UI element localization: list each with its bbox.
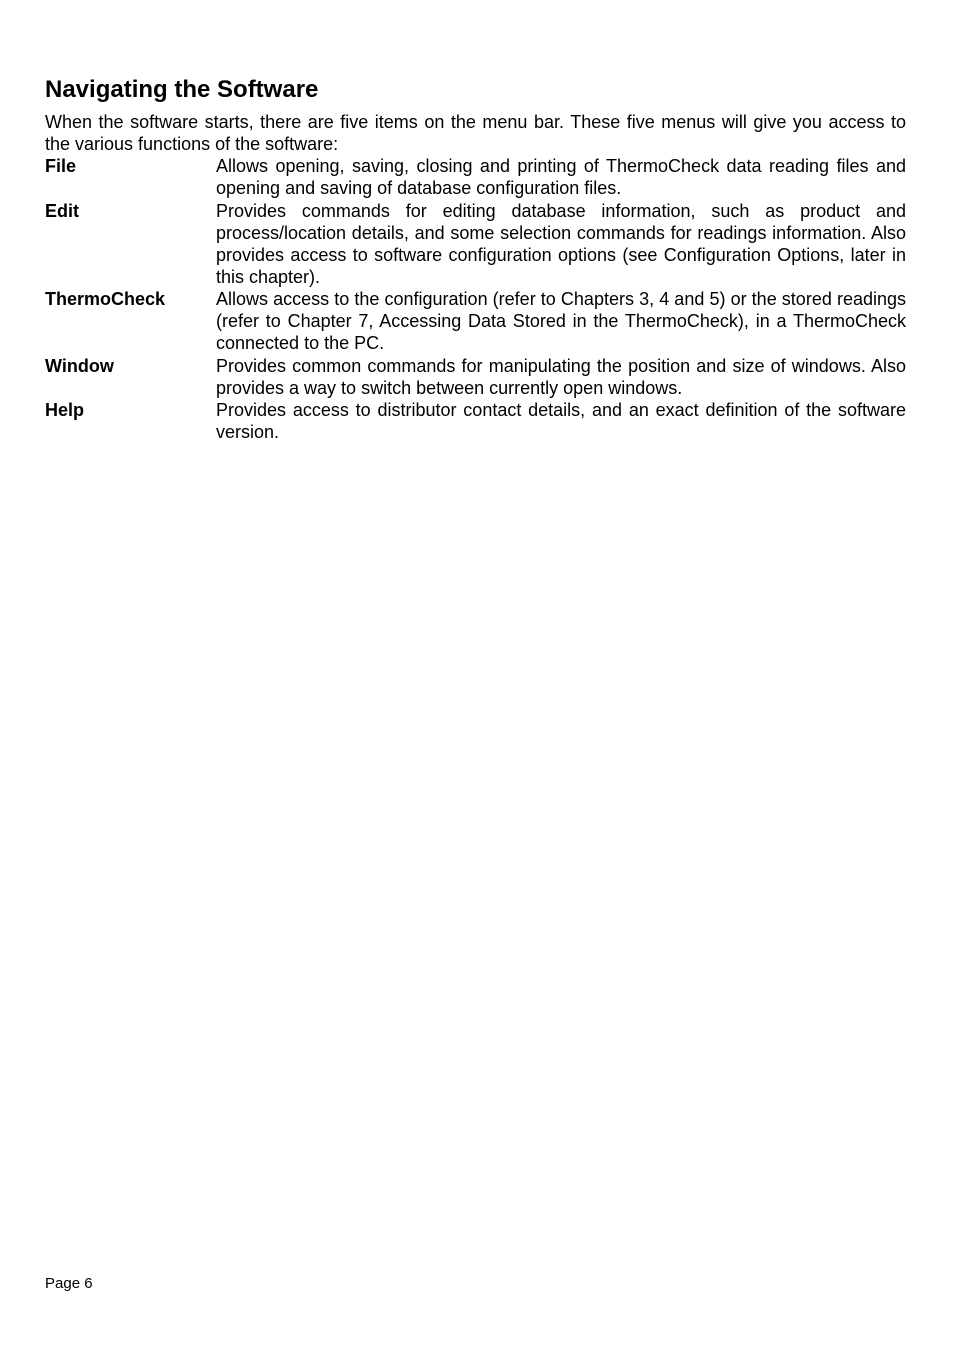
menu-term: ThermoCheck — [45, 289, 166, 309]
page-title: Navigating the Software — [45, 76, 319, 103]
menu-definition-list — [45, 155, 906, 444]
menu-description: Provides commands for editing database information, such as product and process/location details, and some selection commands for readings information. Also provides access to software configuration options (see Configuration Options, later in this chapter). — [216, 200, 906, 287]
menu-entry-window — [45, 355, 906, 399]
menu-term: Help — [45, 400, 85, 420]
menu-term: File — [45, 156, 77, 176]
page-number: Page 6 — [45, 1275, 93, 1292]
menu-description: Allows opening, saving, closing and printing of ThermoCheck data reading files and opening and saving of database configuration files. — [216, 156, 906, 198]
menu-entry-help — [45, 399, 906, 443]
menu-entry-file — [45, 155, 906, 199]
menu-entry-edit — [45, 200, 906, 288]
intro-paragraph: When the software starts, there are five items on the menu bar. These five menus will give you access to the various functions of the software: — [45, 112, 906, 154]
menu-description: Provides access to distributor contact details, and an exact definition of the software version. — [216, 400, 906, 442]
menu-entry-thermocheck — [45, 288, 906, 354]
menu-term: Window — [45, 355, 114, 376]
menu-description: Allows access to the configuration (refer to Chapters 3, 4 and 5) or the stored readings (refer to Chapter 7, Accessing Data Stored in the ThermoCheck), in a ThermoCheck connected to the PC. — [216, 289, 906, 353]
menu-term: Edit — [45, 200, 79, 221]
menu-description: Provides common commands for manipulating the position and size of windows. Also provides a way to switch between currently open windows. — [216, 355, 906, 398]
